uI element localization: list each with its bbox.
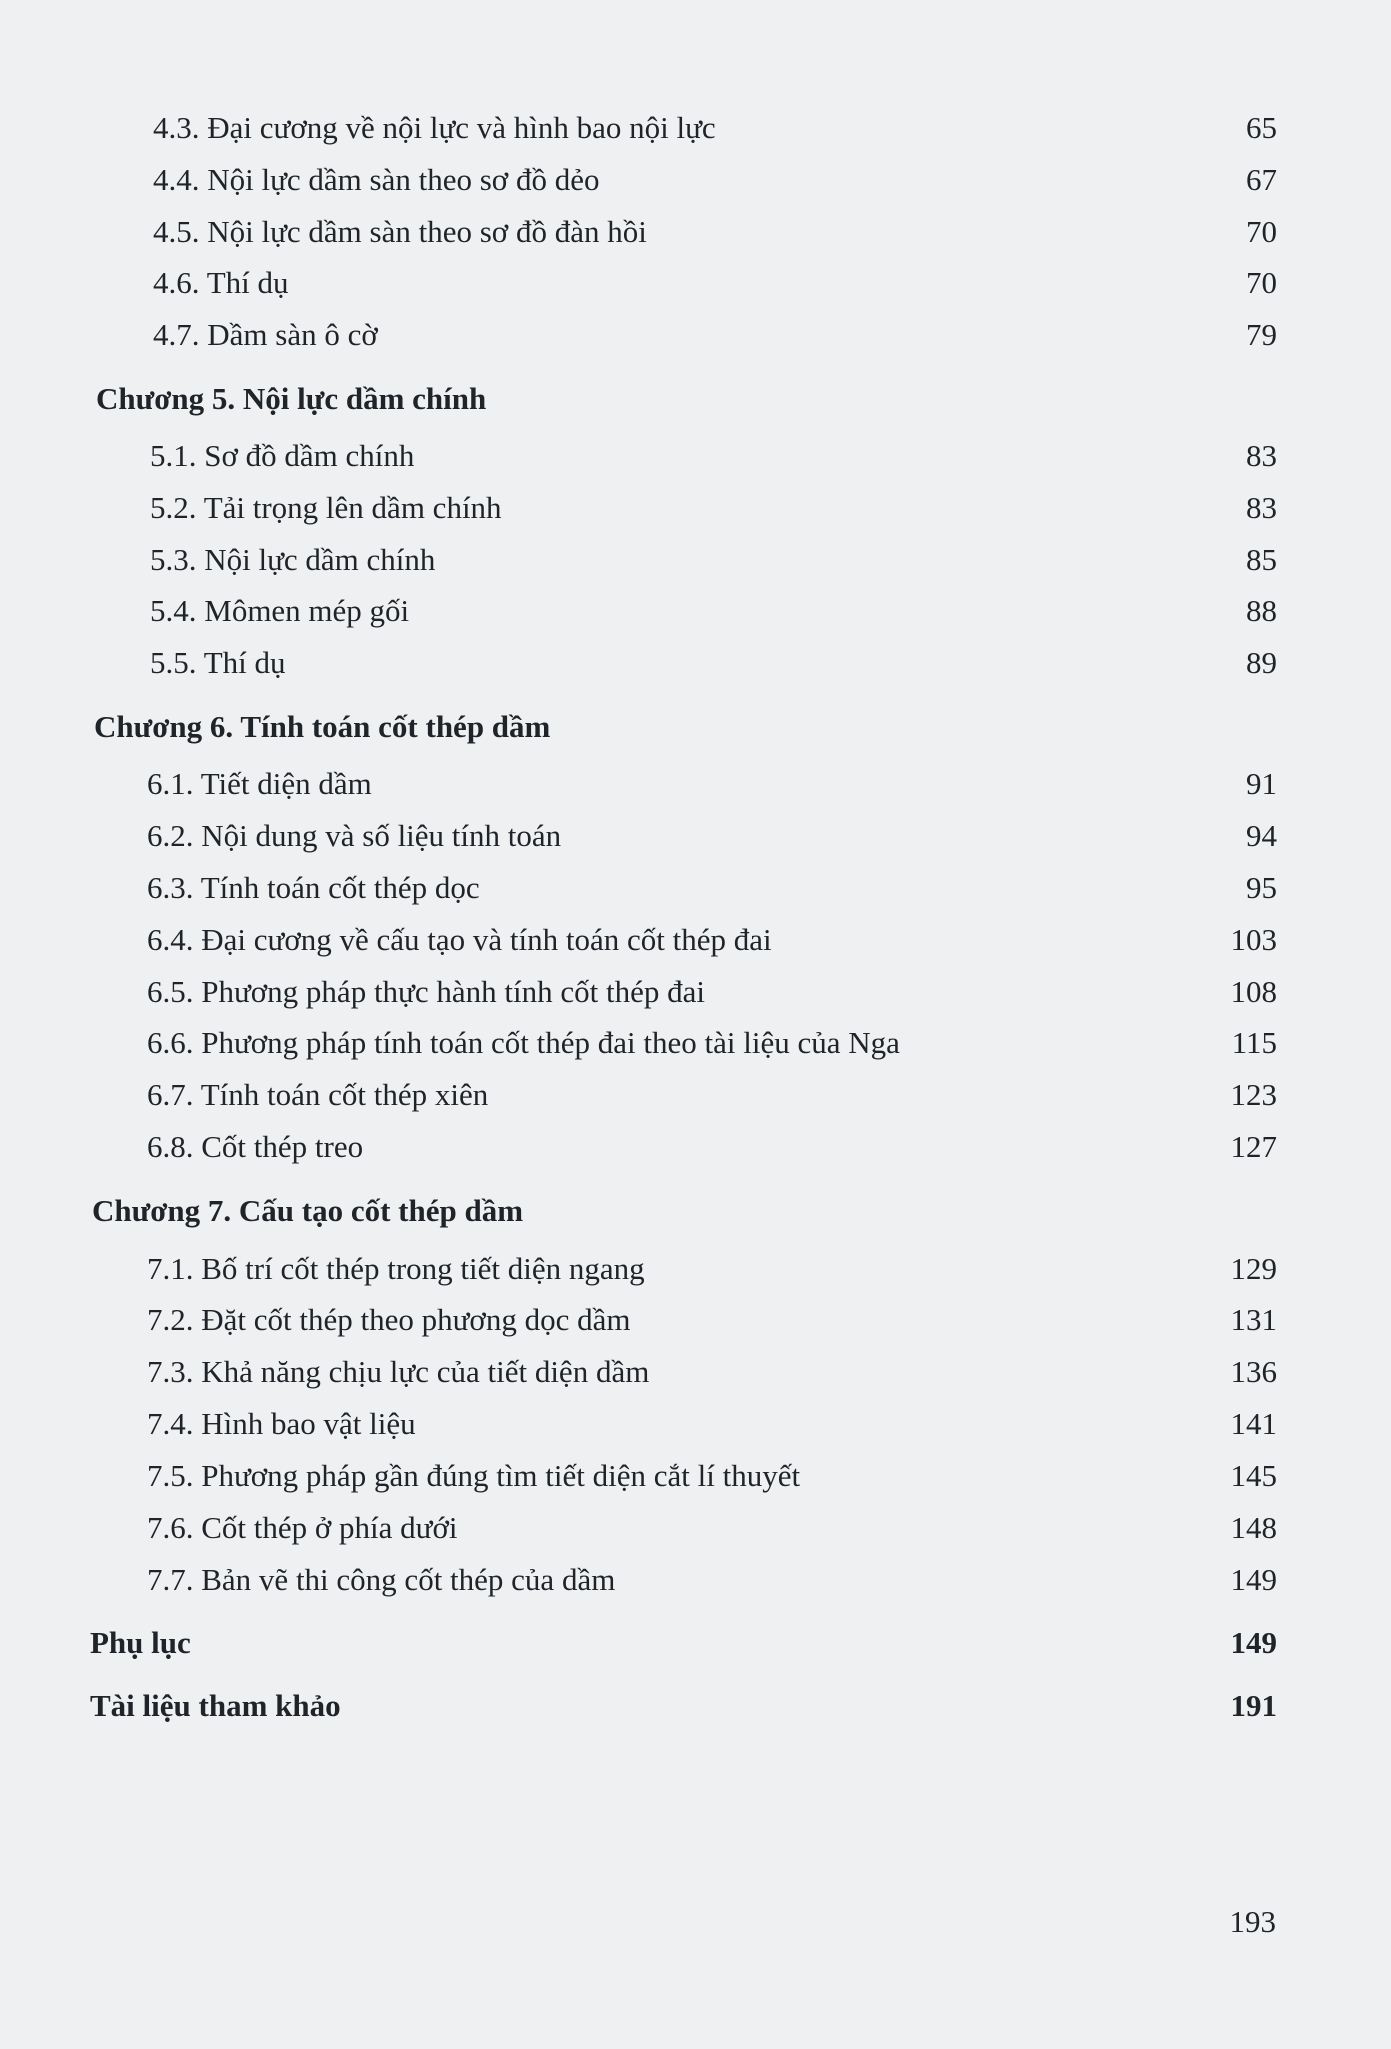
toc-section-row — [147, 1458, 1277, 1494]
toc-chapter-row — [90, 1688, 1277, 1724]
toc-section-row — [147, 1077, 1277, 1113]
toc-entry-title: 6.8. Cốt thép treo — [147, 1129, 364, 1164]
toc-entry-page: 70 — [1246, 214, 1277, 249]
toc-entry-page: 129 — [1230, 1251, 1277, 1286]
toc-entry-page: 145 — [1230, 1458, 1277, 1493]
toc-chapter-row — [90, 1625, 1277, 1661]
toc-entry-title: Tài liệu tham khảo — [90, 1688, 341, 1723]
toc-section-row — [147, 974, 1277, 1010]
toc-entry-page: 89 — [1246, 645, 1277, 680]
page-number: 193 — [1229, 1904, 1276, 1939]
toc-entry-page: 191 — [1230, 1688, 1277, 1723]
toc-entry-page: 149 — [1230, 1562, 1277, 1597]
toc-entry-page: 123 — [1230, 1077, 1277, 1112]
toc-entry-page: 85 — [1246, 542, 1277, 577]
toc-entry-page: 115 — [1231, 1025, 1277, 1060]
toc-entry-title: 6.1. Tiết diện dầm — [147, 766, 372, 801]
toc-entry-title: Chương 6. Tính toán cốt thép dầm — [94, 709, 551, 744]
toc-section-row — [147, 1562, 1277, 1598]
toc-entry-page: 127 — [1230, 1129, 1277, 1164]
toc-section-row — [147, 870, 1277, 906]
toc-section-row — [153, 214, 1277, 250]
toc-entry-title: 7.5. Phương pháp gần đúng tìm tiết diện cắt lí thuyết — [147, 1458, 801, 1493]
toc-section-row — [153, 162, 1277, 198]
toc-section-row — [147, 1251, 1277, 1287]
toc-entry-title: 6.3. Tính toán cốt thép dọc — [147, 870, 480, 905]
toc-entry-title: 6.6. Phương pháp tính toán cốt thép đai theo tài liệu của Nga — [147, 1025, 900, 1060]
toc-section-row — [147, 1354, 1277, 1390]
toc-section-row — [147, 818, 1277, 854]
toc-entry-title: Phụ lục — [90, 1625, 191, 1660]
toc-entry-page: 108 — [1230, 974, 1277, 1009]
toc-entry-title: 4.6. Thí dụ — [153, 265, 289, 300]
toc-section-row — [150, 490, 1277, 526]
toc-section-row — [147, 922, 1277, 958]
toc-chapter-row — [92, 1193, 1277, 1229]
toc-entry-title: 7.3. Khả năng chịu lực của tiết diện dầm — [147, 1354, 650, 1389]
toc-entry-title: 7.1. Bố trí cốt thép trong tiết diện ngang — [147, 1251, 645, 1286]
toc-entry-page: 149 — [1230, 1625, 1277, 1660]
toc-entry-page: 95 — [1246, 870, 1277, 905]
toc-section-row — [153, 110, 1277, 146]
toc-section-row — [147, 1510, 1277, 1546]
toc-section-row — [147, 1302, 1277, 1338]
toc-entry-page: 83 — [1246, 490, 1277, 525]
toc-entry-page: 94 — [1246, 818, 1277, 853]
toc-entry-page: 65 — [1246, 110, 1277, 145]
toc-entry-title: 6.5. Phương pháp thực hành tính cốt thép đai — [147, 974, 705, 1009]
toc-section-row — [147, 1406, 1277, 1442]
toc-section-row — [150, 593, 1277, 629]
toc-entry-title: 6.7. Tính toán cốt thép xiên — [147, 1077, 489, 1112]
toc-entry-title: 5.2. Tải trọng lên dầm chính — [150, 490, 502, 525]
toc-entry-page: 148 — [1230, 1510, 1277, 1545]
toc-entry-title: 4.4. Nội lực dầm sàn theo sơ đồ dẻo — [153, 162, 600, 197]
toc-entry-title: 6.2. Nội dung và số liệu tính toán — [147, 818, 562, 853]
toc-section-row — [150, 645, 1277, 681]
toc-entry-title: 6.4. Đại cương về cấu tạo và tính toán cốt thép đai — [147, 922, 772, 957]
toc-entry-page: 70 — [1246, 265, 1277, 300]
toc-section-row — [147, 766, 1277, 802]
toc-entry-title: 5.3. Nội lực dầm chính — [150, 542, 436, 577]
toc-entry-title: 7.2. Đặt cốt thép theo phương dọc dầm — [147, 1302, 631, 1337]
toc-entry-page: 83 — [1246, 438, 1277, 473]
toc-entry-title: 7.6. Cốt thép ở phía dưới — [147, 1510, 458, 1545]
toc-entry-page: 79 — [1246, 317, 1277, 352]
toc-section-row — [150, 542, 1277, 578]
toc-entry-page: 136 — [1230, 1354, 1277, 1389]
toc-entry-page: 103 — [1230, 922, 1277, 957]
toc-entry-title: 5.1. Sơ đồ dầm chính — [150, 438, 415, 473]
toc-chapter-row — [94, 709, 1277, 745]
toc-section-row — [147, 1129, 1277, 1165]
toc-entry-title: Chương 7. Cấu tạo cốt thép dầm — [92, 1193, 524, 1228]
toc-entry-page: 91 — [1246, 766, 1277, 801]
toc-entry-page: 141 — [1230, 1406, 1277, 1441]
toc-section-row — [150, 438, 1277, 474]
toc-entry-page: 131 — [1230, 1302, 1277, 1337]
toc-entry-title: 7.7. Bản vẽ thi công cốt thép của dầm — [147, 1562, 616, 1597]
toc-section-row — [153, 317, 1277, 353]
toc-entry-page: 67 — [1246, 162, 1277, 197]
toc-entry-title: 4.7. Dầm sàn ô cờ — [153, 317, 378, 352]
toc-entry-title: Chương 5. Nội lực dầm chính — [96, 381, 487, 416]
toc-section-row — [147, 1025, 1277, 1061]
toc-entry-title: 4.3. Đại cương về nội lực và hình bao nội lực — [153, 110, 716, 145]
toc-chapter-row — [96, 381, 1277, 417]
toc-entry-title: 7.4. Hình bao vật liệu — [147, 1406, 416, 1441]
toc-entry-title: 4.5. Nội lực dầm sàn theo sơ đồ đàn hồi — [153, 214, 647, 249]
toc-entry-page: 88 — [1246, 593, 1277, 628]
toc-entry-title: 5.5. Thí dụ — [150, 645, 286, 680]
toc-section-row — [153, 265, 1277, 301]
toc-entry-title: 5.4. Mômen mép gối — [150, 593, 410, 628]
